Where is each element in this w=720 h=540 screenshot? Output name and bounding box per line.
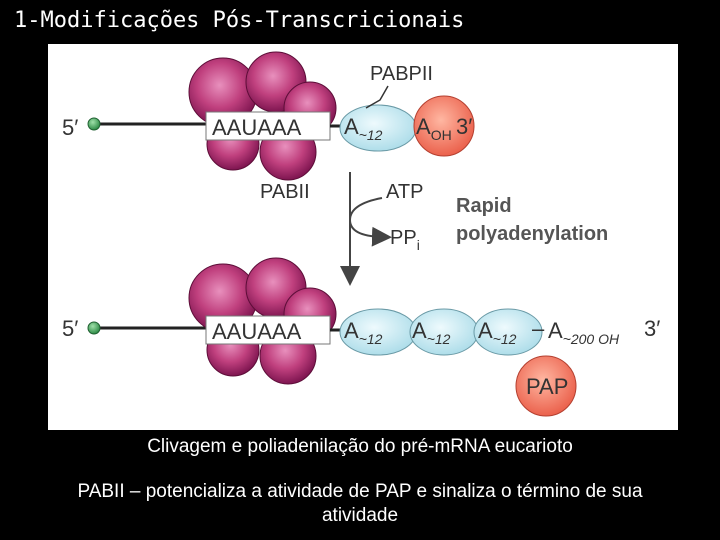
- polyadenylation-diagram: [48, 44, 678, 430]
- top-aoh-label: $A_{OH}$: [416, 114, 452, 143]
- pabii-note: PABII – potencializa a atividade de PAP e sinaliza o término de sua atividade: [77, 481, 643, 526]
- bottom-a12-label-3: $A_{\sim 12}$: [478, 318, 517, 347]
- bottom-rna-complex: [62, 258, 660, 416]
- bottom-pap-label: PAP: [526, 374, 569, 399]
- top-three-prime-label: 3′: [456, 114, 473, 139]
- top-a12-label: $A_{\sim 12}$: [344, 114, 383, 143]
- bottom-five-prime-label: 5′: [62, 316, 79, 341]
- top-rna-complex: [62, 52, 474, 180]
- bottom-dash: –: [532, 316, 545, 341]
- top-signal-sequence: AAUAAA: [212, 115, 302, 140]
- atp-label: ATP: [386, 181, 424, 203]
- polyadenylation-label: polyadenylation: [456, 223, 609, 245]
- bottom-five-prime-cap: [88, 322, 100, 334]
- bottom-signal-sequence: AAUAAA: [212, 319, 302, 344]
- bottom-a12-label-2: $A_{\sim 12}$: [412, 318, 451, 347]
- figure-caption: Clivagem e poliadenilação do pré-mRNA eucarioto: [147, 436, 573, 457]
- bottom-three-prime-label: 3′: [644, 316, 661, 341]
- ppi-label: $PP_i$: [390, 227, 420, 253]
- pabpii-label: PABPII: [370, 63, 433, 85]
- slide-title: 1-Modificações Pós-Transcricionais: [14, 8, 465, 33]
- rapid-label: Rapid: [456, 195, 512, 217]
- bottom-a12-label-1: $A_{\sim 12}$: [344, 318, 383, 347]
- top-five-prime-label: 5′: [62, 115, 79, 140]
- atp-curved-arrow: [350, 198, 382, 237]
- middle-transition: [260, 172, 608, 276]
- bottom-a200-label: $A_{\sim 200 OH}$: [548, 318, 620, 347]
- pabii-label: PABII: [260, 181, 310, 203]
- top-five-prime-cap: [88, 118, 100, 130]
